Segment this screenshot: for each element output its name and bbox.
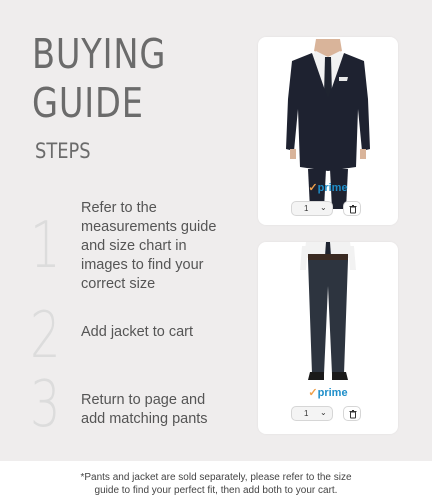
footer-line-1: *Pants and jacket are sold separately, please refer to the size: [80, 472, 352, 483]
delete-button[interactable]: [343, 201, 361, 216]
trash-icon: [344, 202, 362, 217]
step-number: 1: [30, 209, 61, 283]
product-card-pants[interactable]: [258, 242, 398, 434]
footer-note: [0, 461, 432, 500]
footer-line-2: guide to find your perfect fit, then add both to your cart.: [94, 485, 338, 496]
check-icon: ✓: [308, 387, 318, 399]
step-text: Return to page and add matching pants: [81, 392, 208, 427]
delete-button[interactable]: [343, 406, 361, 421]
quantity-select[interactable]: 1 ⌄: [291, 201, 333, 216]
buying-guide-title: BUYING GUIDE: [32, 30, 167, 127]
quantity-select[interactable]: 1 ⌄: [291, 406, 333, 421]
product-card-jacket[interactable]: [258, 37, 398, 225]
check-icon: ✓: [308, 182, 318, 194]
chevron-down-icon: ⌄: [320, 408, 327, 417]
step-number: 2: [30, 299, 61, 373]
steps-heading: STEPS: [35, 139, 91, 163]
trash-icon: [344, 407, 362, 422]
chevron-down-icon: ⌄: [320, 203, 327, 212]
prime-badge: ✓prime: [308, 182, 348, 194]
step-number: 3: [30, 368, 61, 442]
step-text: Refer to the measurements guide and size chart in images to find your correct size: [81, 200, 217, 292]
suit-pants-image[interactable]: [278, 242, 378, 382]
prime-badge: ✓prime: [308, 387, 348, 399]
step-text: Add jacket to cart: [81, 324, 194, 340]
